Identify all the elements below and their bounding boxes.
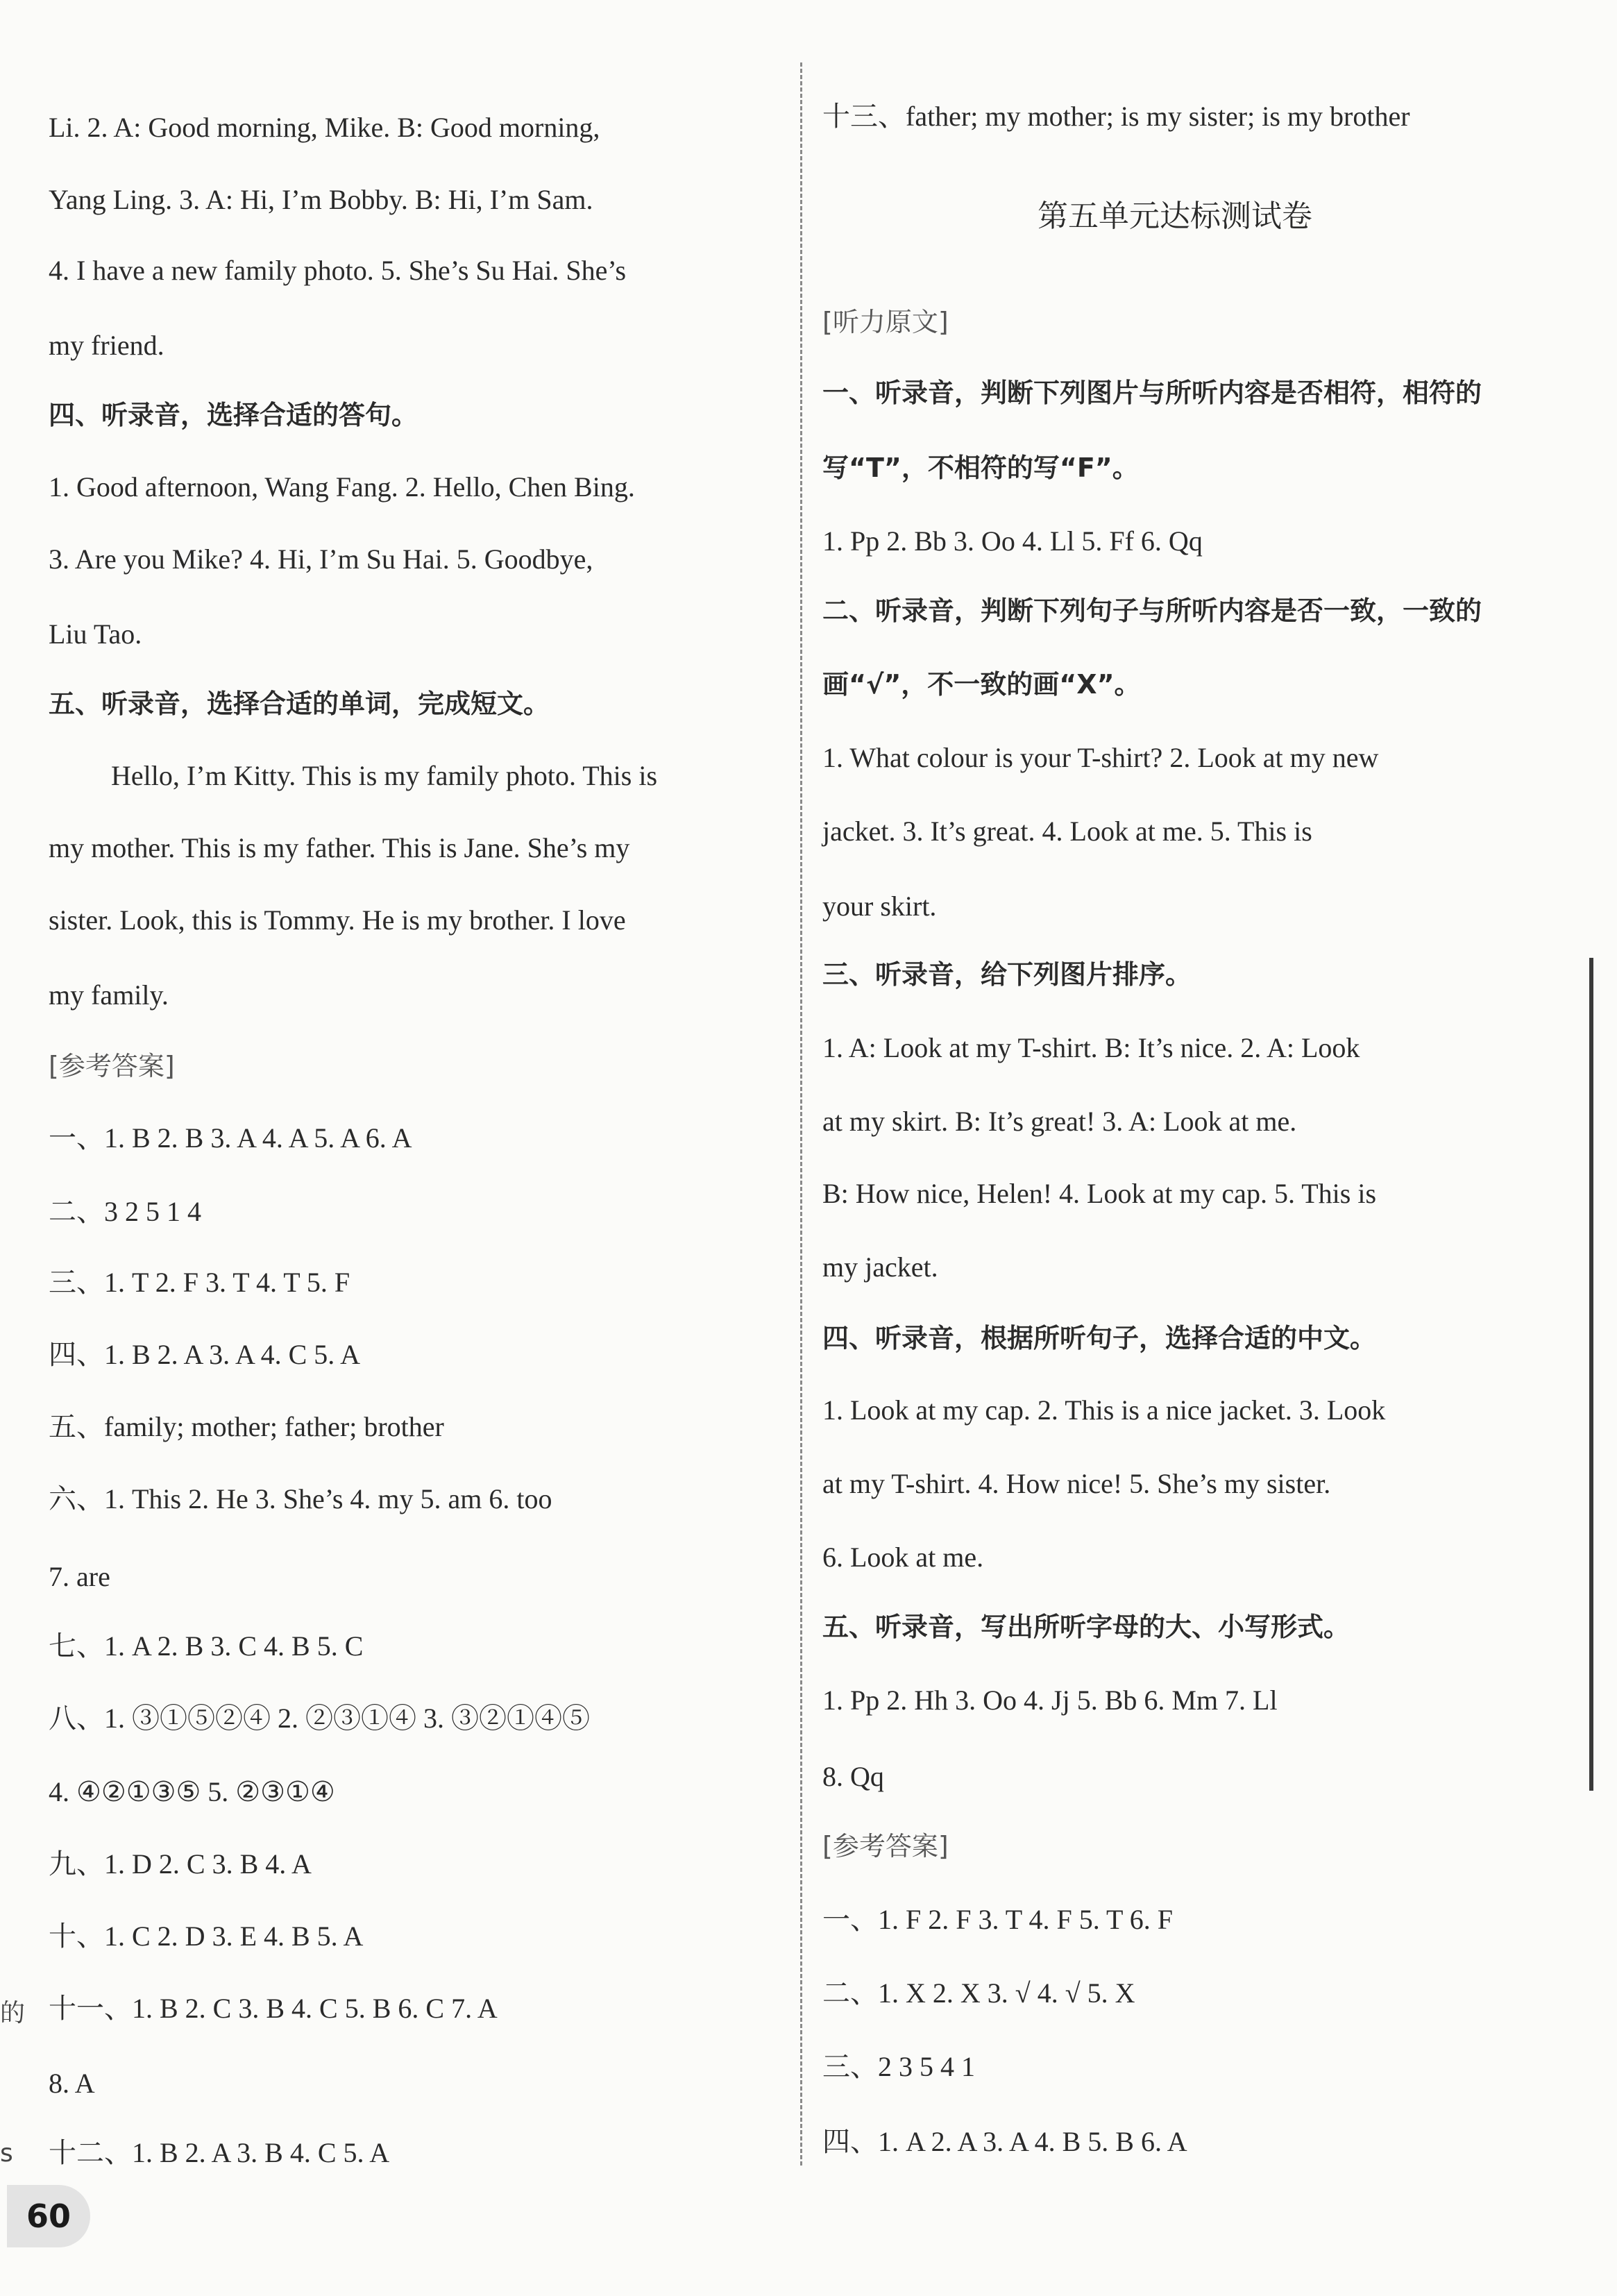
answer-line: 七、1. A 2. B 3. C 4. B 5. C [49,1630,364,1662]
page-number: 60 [7,2185,90,2247]
text-line: at my skirt. B: It’s great! 3. A: Look at me. [822,1106,1297,1137]
answer-line: 八、1. ③①⑤②④ 2. ②③①④ 3. ③②①④⑤ [49,1703,590,1734]
answer-line: 六、1. This 2. He 3. She’s 4. my 5. am 6. too [49,1483,552,1514]
text-line: my friend. [49,330,164,361]
section-heading: 一、听录音，判断下列图片与所听内容是否相符，相符的 [822,378,1482,408]
text-line: 1. What colour is your T-shirt? 2. Look at my new [822,742,1379,773]
page-edge-shadow [1589,958,1593,1791]
answer-key-tag: [参考答案] [822,1831,949,1862]
text-line: 1. Look at my cap. 2. This is a nice jacket. 3. Look [822,1394,1386,1426]
section-heading: 五、听录音，选择合适的单词，完成短文。 [49,689,550,719]
answer-line: 五、family; mother; father; brother [49,1411,444,1442]
answer-line: 九、1. D 2. C 3. B 4. A [49,1848,312,1880]
section-heading: 二、听录音，判断下列句子与所听内容是否一致，一致的 [822,596,1482,626]
answer-line: 十、1. C 2. D 3. E 4. B 5. A [49,1921,364,1952]
text-line: B: How nice, Helen! 4. Look at my cap. 5. This is [822,1178,1377,1209]
answer-key-tag: [参考答案] [49,1051,175,1081]
answer-line: 三、2 3 5 4 1 [822,2051,975,2082]
listening-script-tag: [听力原文] [822,307,949,337]
edge-mark: s [0,2139,13,2168]
text-line: 1. Pp 2. Hh 3. Oo 4. Jj 5. Bb 6. Mm 7. Ll [822,1685,1278,1716]
text-line: at my T-shirt. 4. How nice! 5. She’s my sister. [822,1468,1331,1499]
text-line: Hello, I’m Kitty. This is my family photo. This is [111,760,658,791]
answer-line: 十一、1. B 2. C 3. B 4. C 5. B 6. C 7. A [49,1993,498,2024]
text-line: sister. Look, this is Tommy. He is my brother. I love [49,904,626,936]
answer-line: 二、1. X 2. X 3. √ 4. √ 5. X [822,1977,1135,2009]
text-line: Yang Ling. 3. A: Hi, I’m Bobby. B: Hi, I’m Sam. [49,184,593,215]
answer-line: 7. are [49,1561,110,1592]
answer-line: 十二、1. B 2. A 3. B 4. C 5. A [49,2137,390,2168]
section-heading: 画“√”，不一致的画“X”。 [822,669,1141,700]
text-line: 8. Qq [822,1761,884,1792]
text-line: 1. Pp 2. Bb 3. Oo 4. Ll 5. Ff 6. Qq [822,525,1203,557]
edge-mark: 的 [0,1999,26,2027]
section-heading: 写“T”，不相符的写“F”。 [822,453,1139,483]
answer-line: 一、1. F 2. F 3. T 4. F 5. T 6. F [822,1904,1173,1935]
text-line: my family. [49,979,169,1011]
text-line: Li. 2. A: Good morning, Mike. B: Good morning, [49,112,600,143]
text-line: 1. A: Look at my T-shirt. B: It’s nice. 2. A: Look [822,1032,1360,1063]
text-line: 3. Are you Mike? 4. Hi, I’m Su Hai. 5. Goodbye, [49,543,593,575]
section-heading: 四、听录音，选择合适的答句。 [49,400,418,430]
text-line: Liu Tao. [49,618,142,650]
answer-line: 三、1. T 2. F 3. T 4. T 5. F [49,1267,350,1298]
text-line: your skirt. [822,890,937,922]
section-heading: 四、听录音，根据所听句子，选择合适的中文。 [822,1323,1377,1353]
answer-line: 二、3 2 5 1 4 [49,1196,201,1227]
answer-line: 十三、father; my mother; is my sister; is my brother [822,101,1410,132]
answer-line: 4. ④②①③⑤ 5. ②③①④ [49,1776,335,1807]
text-line: my mother. This is my father. This is Jane. She’s my [49,832,630,863]
column-divider [800,62,802,2166]
section-heading: 五、听录音，写出所听字母的大、小写形式。 [822,1612,1351,1642]
text-line: my jacket. [822,1251,938,1283]
text-line: 6. Look at me. [822,1542,984,1573]
answer-line: 四、1. A 2. A 3. A 4. B 5. B 6. A [822,2126,1187,2157]
answer-line: 8. A [49,2068,95,2099]
unit-test-title: 第五单元达标测试卷 [1038,199,1312,234]
section-heading: 三、听录音，给下列图片排序。 [822,959,1192,990]
answer-line: 一、1. B 2. B 3. A 4. A 5. A 6. A [49,1122,412,1154]
text-line: 1. Good afternoon, Wang Fang. 2. Hello, Chen Bing. [49,471,635,503]
text-line: jacket. 3. It’s great. 4. Look at me. 5. This is [822,816,1312,847]
answer-line: 四、1. B 2. A 3. A 4. C 5. A [49,1339,360,1370]
text-line: 4. I have a new family photo. 5. She’s Su Hai. She’s [49,255,627,286]
